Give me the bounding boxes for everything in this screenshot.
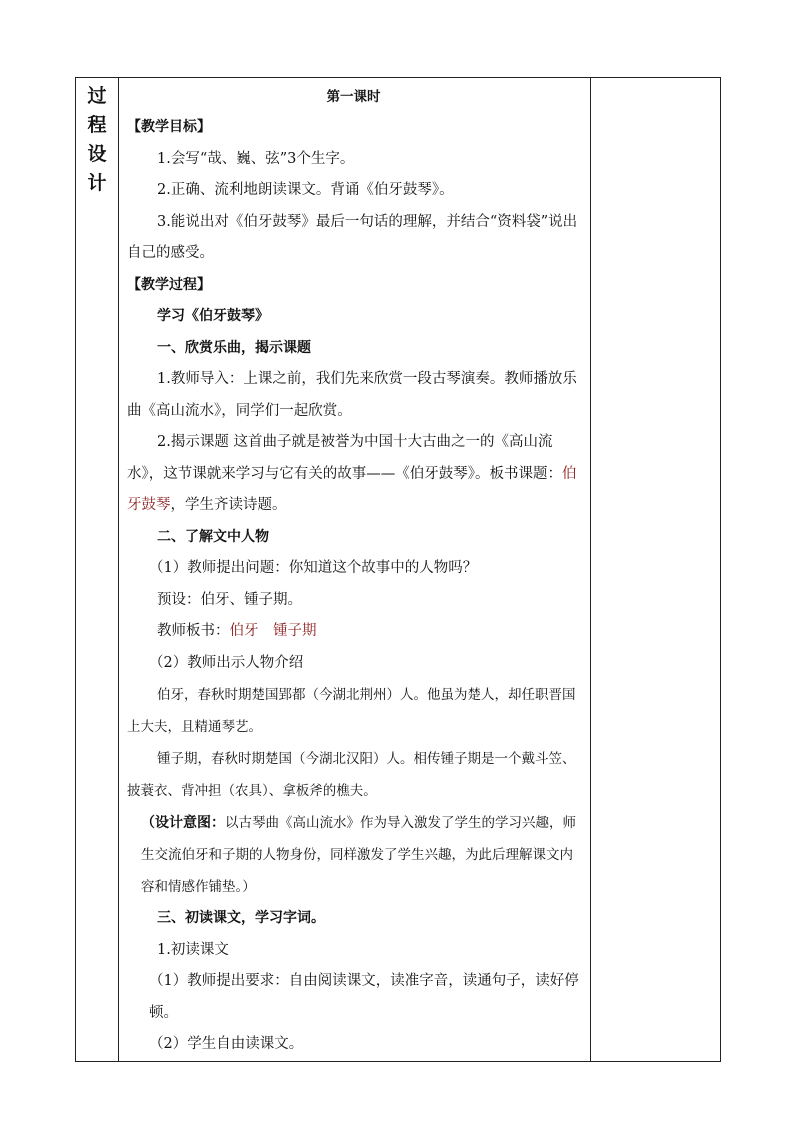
process-header: 【教学过程】 <box>127 276 211 293</box>
content-cell <box>119 78 591 1062</box>
side-label-char: 过 <box>87 85 107 107</box>
section2-heading: 二、了解文中人物 <box>157 528 269 545</box>
lesson-plan-table <box>75 77 721 1062</box>
notes-cell <box>591 78 721 1062</box>
board-writing <box>127 616 580 648</box>
study-title: 学习《伯牙鼓琴》 <box>157 308 269 324</box>
boya-intro: 伯牙，春秋时期楚国郢都（今湖北荆州）人。他虽为楚人，却任职晋国上大夫，且精通琴艺。 <box>127 687 576 735</box>
question-1: （1）教师提出问题：你知道这个故事中的人物吗？ <box>149 560 478 576</box>
goals-header: 【教学目标】 <box>127 119 211 135</box>
zhongziqi-intro: 锺子期，春秋时期楚国（今湖北汉阳）人。相传锺子期是一个戴斗笠、披蓑衣、背冲担（农具）、拿板斧的樵夫。 <box>127 751 576 799</box>
side-label-char: 计 <box>87 172 107 194</box>
goal-item: 2.正确、流利地朗读课文。背诵《伯牙鼓琴》。 <box>157 182 454 198</box>
question-2: （2）教师出示人物介绍 <box>149 654 304 671</box>
side-label-char: 程 <box>87 114 107 136</box>
goal-item: 3.能说出对《伯牙鼓琴》最后一句话的理解，并结合“资料袋”说出自己的感受。 <box>127 213 578 261</box>
side-label-char: 设 <box>87 143 107 165</box>
board-value: 伯牙 锺子期 <box>229 623 317 639</box>
section3-heading: 三、初读课文，学习字词。 <box>157 910 325 926</box>
section1-paragraph: 1.教师导入：上课之前，我们先来欣赏一段古琴演奏。教师播放乐曲《高山流水》，同学们一起欣赏。 <box>127 371 577 419</box>
requirement-1: （1）教师提出要求：自由阅读课文，读准字音，读通句子，读好停顿。 <box>149 973 579 1021</box>
side-label <box>76 82 118 198</box>
board-title-highlight: 伯牙鼓琴 <box>127 465 577 513</box>
board-label: 教师板书： <box>157 623 230 639</box>
design-text: 以古琴曲《高山流水》作为导入激发了学生的学习兴趣，师生交流伯牙和子期的人物身份，同样激发了学生兴趣，为此后理解课文内容和情感作铺垫。） <box>141 815 576 895</box>
section1-heading: 一、欣赏乐曲，揭示课题 <box>157 339 311 356</box>
section1-p2-text: 2.揭示课题 这首曲子就是被誉为中国十大古曲之一的《高山流水》，这节课就来学习与它有关的故事——《伯牙鼓琴》。板书课题： <box>127 434 562 482</box>
section1-p2-tail: ，学生齐读诗题。 <box>170 497 287 513</box>
lesson-title: 第一课时 <box>326 89 381 105</box>
requirement-2: （2）学生自由读课文。 <box>149 1036 304 1052</box>
design-intent <box>127 807 580 903</box>
goal-item: 1.会写“哉、巍、弦”3个生字。 <box>157 150 355 167</box>
section3-sub1: 1.初读课文 <box>157 941 229 958</box>
section1-paragraph-2 <box>127 427 580 522</box>
design-label: （设计意图： <box>141 815 225 831</box>
side-label-cell <box>76 78 119 1062</box>
preset-answer: 预设：伯牙、锺子期。 <box>157 591 302 608</box>
